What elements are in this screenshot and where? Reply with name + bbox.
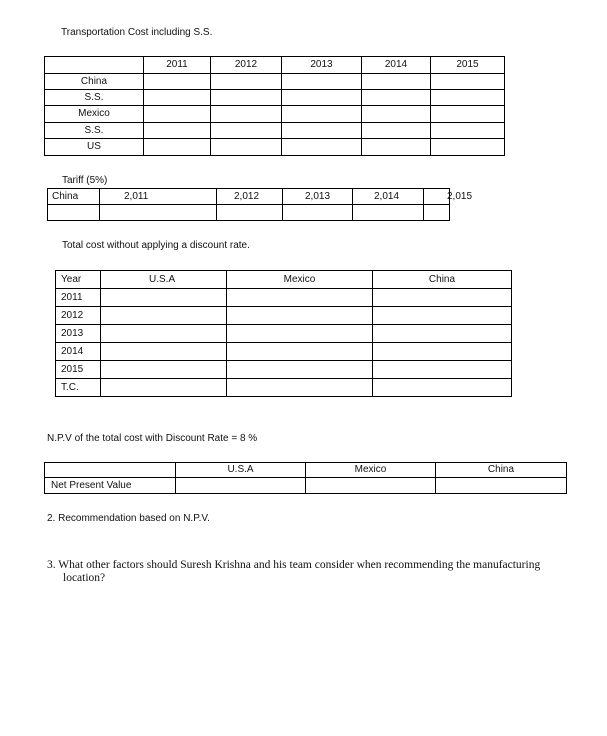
column-header: China <box>373 271 512 289</box>
row-label: US <box>45 139 144 156</box>
column-header: U.S.A <box>101 271 227 289</box>
transport-cost-table <box>44 56 505 156</box>
tariff-value: 2,011 <box>100 189 217 205</box>
column-header: Year <box>56 271 101 289</box>
year-cell: 2015 <box>56 361 101 379</box>
npv-header-blank <box>45 463 176 478</box>
npv-column-header: U.S.A <box>176 463 306 478</box>
question-3-line1: 3. What other factors should Suresh Krishna and his team consider when recommending the manufacturing <box>47 559 541 571</box>
year-header: 2011 <box>144 57 211 74</box>
tariff-value: 2,013 <box>283 189 353 205</box>
question-2: 2. Recommendation based on N.P.V. <box>47 513 210 524</box>
header-blank <box>45 57 144 74</box>
year-cell: 2011 <box>56 289 101 307</box>
year-cell: 2012 <box>56 307 101 325</box>
year-header: 2013 <box>282 57 362 74</box>
npv-row-label: Net Present Value <box>45 478 176 494</box>
row-label: S.S. <box>45 90 144 106</box>
year-header: 2015 <box>431 57 505 74</box>
year-cell: 2013 <box>56 325 101 343</box>
total-cost-table <box>55 270 512 397</box>
tariff-row-label: China <box>48 189 100 205</box>
year-header: 2012 <box>211 57 282 74</box>
row-label: China <box>45 74 144 90</box>
total-cell: T.C. <box>56 379 101 397</box>
tariff-table <box>47 188 473 221</box>
total-cost-title: Total cost without applying a discount rate. <box>62 240 250 251</box>
year-cell: 2014 <box>56 343 101 361</box>
tariff-value: 2,012 <box>217 189 283 205</box>
npv-column-header: China <box>436 463 567 478</box>
year-header: 2014 <box>362 57 431 74</box>
row-label: Mexico <box>45 106 144 123</box>
npv-column-header: Mexico <box>306 463 436 478</box>
npv-table <box>44 462 567 494</box>
question-3-line2: location? <box>63 572 106 584</box>
tariff-value: 2,015 <box>424 189 450 205</box>
tariff-title: Tariff (5%) <box>62 175 108 186</box>
transport-cost-title: Transportation Cost including S.S. <box>61 27 213 38</box>
tariff-value: 2,014 <box>353 189 424 205</box>
column-header: Mexico <box>227 271 373 289</box>
npv-title: N.P.V of the total cost with Discount Rate = 8 % <box>47 433 258 444</box>
row-label: S.S. <box>45 123 144 139</box>
